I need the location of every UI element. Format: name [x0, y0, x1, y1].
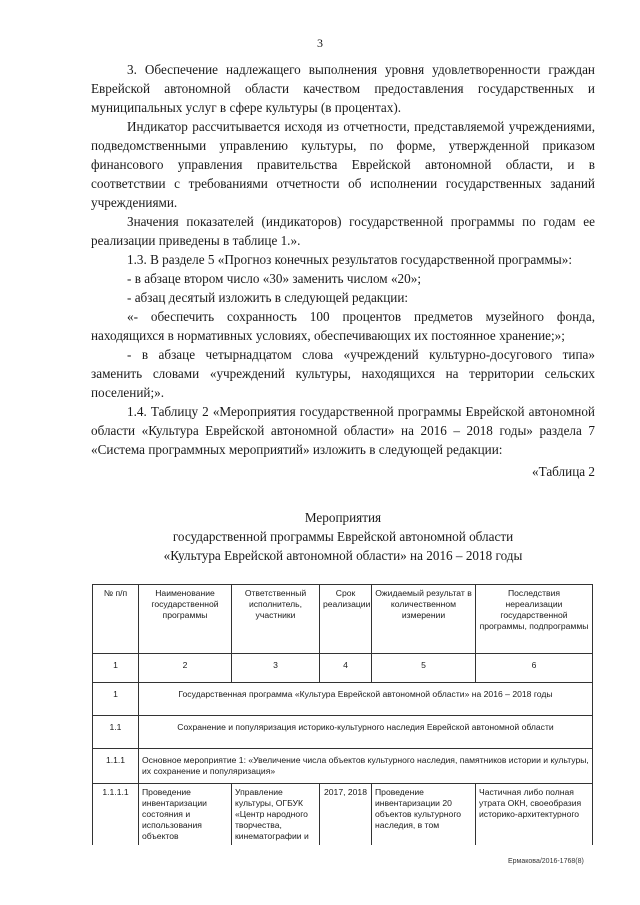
- cell-consequence: Частичная либо полная утрата ОКН, своеобразия историко-архитектурного: [476, 784, 593, 846]
- row-number: 1.1.1: [93, 749, 139, 784]
- table-heading: [91, 508, 595, 565]
- column-number: 2: [139, 654, 232, 683]
- row-number: 1: [93, 683, 139, 716]
- column-number: 5: [372, 654, 476, 683]
- paragraph: 1.4. Таблицу 2 «Мероприятия государственной программы Еврейской автономной области «Культура Еврейской автономной области» на 2016 – 2018 годы» раздела 7 «Система программных мероприятий» изложить в следующей редакции:: [91, 404, 595, 457]
- paragraph: Значения показателей (индикаторов) государственной программы по годам ее реализации приведены в таблице 1.».: [91, 214, 595, 248]
- column-number: 4: [320, 654, 372, 683]
- heading-line-1: Мероприятия: [304, 510, 382, 525]
- footer-code: Ермакова/2016-1768(8): [508, 858, 584, 865]
- header-cell: № п/п: [93, 585, 139, 654]
- header-cell: Наименование государственной программы: [139, 585, 232, 654]
- header-cell: Срок реализации: [320, 585, 372, 654]
- heading-line-2: государственной программы Еврейской автономной области: [172, 529, 514, 544]
- paragraph: «- обеспечить сохранность 100 процентов предметов музейного фонда, находящихся в нормативных условиях, обеспечивающих их постоянное хранение;»;: [91, 309, 595, 343]
- page-number: 3: [317, 36, 323, 50]
- paragraph: - в абзаце четырнадцатом слова «учреждений культурно-досугового типа» заменить словами «учреждений культуры, находящихся на территории сельских поселений;».: [91, 347, 595, 400]
- table-row: [93, 683, 593, 716]
- cell-executor: Управление культуры, ОГБУК «Центр народного творчества, кинематографии и: [232, 784, 320, 846]
- row-text: Сохранение и популяризация историко-культурного наследия Еврейской автономной области: [139, 716, 593, 749]
- heading-line-3: «Культура Еврейской автономной области» на 2016 – 2018 годы: [163, 548, 523, 563]
- column-number-row: [93, 654, 593, 683]
- paragraph: - в абзаце втором число «30» заменить числом «20»;: [127, 271, 421, 286]
- row-number: 1.1: [93, 716, 139, 749]
- table-header-row: [93, 585, 593, 654]
- cell-result: Проведение инвентаризации 20 объектов культурного наследия, в том: [372, 784, 476, 846]
- table-row: [93, 784, 593, 846]
- paragraph: Индикатор рассчитывается исходя из отчетности, представляемой учреждениями, подведомственными управлению культуры, по форме, утвержденной приказом финансового управления правительства Еврейской автономной области, и в соответствии с требованиями отчетности об исполнении государственных заданий учреждениями.: [91, 119, 595, 210]
- column-number: 3: [232, 654, 320, 683]
- cell-name: Проведение инвентаризации состояния и использования объектов: [139, 784, 232, 846]
- row-text: Государственная программа «Культура Еврейской автономной области» на 2016 – 2018 годы: [139, 683, 593, 716]
- header-cell: Ожидаемый результат в количественном измерении: [372, 585, 476, 654]
- header-cell: Ответственный исполнитель, участники: [232, 585, 320, 654]
- table-caption: «Таблица 2: [532, 464, 595, 479]
- row-text: Основное мероприятие 1: «Увеличение числа объектов культурного наследия, памятников истории и культуры, их сохранение и популяризация»: [139, 749, 593, 784]
- row-number: 1.1.1.1: [93, 784, 139, 846]
- cell-term: 2017, 2018: [320, 784, 372, 846]
- paragraph: - абзац десятый изложить в следующей редакции:: [127, 290, 409, 305]
- paragraph: 3. Обеспечение надлежащего выполнения уровня удовлетворенности граждан Еврейской автономной области качеством предоставления государственных и муниципальных услуг в сфере культуры (в процентах).: [91, 62, 595, 115]
- table-row: [93, 749, 593, 784]
- document-body: [91, 60, 595, 481]
- column-number: 1: [93, 654, 139, 683]
- table-row: [93, 716, 593, 749]
- header-cell: Последствия нереализации государственной программы, подпрограммы: [476, 585, 593, 654]
- measures-table: [92, 584, 593, 845]
- paragraph: 1.3. В разделе 5 «Прогноз конечных результатов государственной программы»:: [127, 252, 572, 267]
- column-number: 6: [476, 654, 593, 683]
